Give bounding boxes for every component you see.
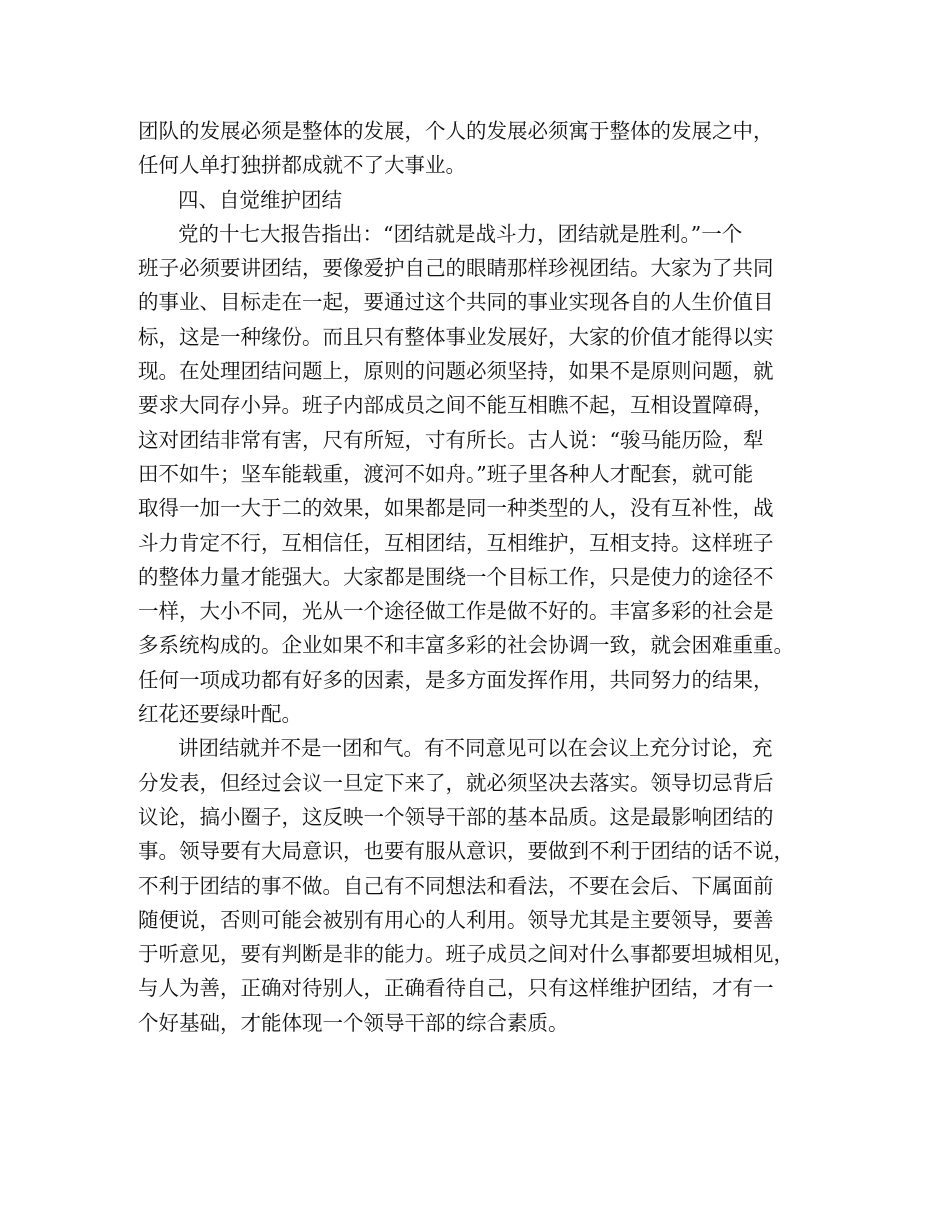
text-line: 任何一项成功都有好多的因素，是多方面发挥作用，共同努力的结果， (138, 667, 774, 692)
text-line: 要求大同存小异。班子内部成员之间不能互相瞧不起，互相设置障碍， (138, 393, 774, 418)
paragraph-1 (138, 114, 838, 183)
text-line: 讲团结就并不是一团和气。有不同意见可以在会议上充分讨论，充 (178, 736, 773, 761)
paragraph-2 (138, 217, 838, 731)
section-heading (138, 183, 838, 217)
text-line: 多系统构成的。企业如果不和丰富多彩的社会协调一致，就会困难重重。 (138, 633, 794, 658)
text-line: 取得一加一大于二的效果，如果都是同一种类型的人，没有互补性，战 (138, 496, 774, 521)
text-line: 党的十七大报告指出：“团结就是战斗力，团结就是胜利。”一个 (178, 221, 743, 246)
text-line: 不利于团结的事不做。自己有不同想法和看法，不要在会后、下属面前 (138, 873, 774, 898)
text-line: 团队的发展必须是整体的发展，个人的发展必须寓于整体的发展之中， (138, 119, 774, 143)
document-body (138, 114, 838, 1040)
text-line: 标，这是一种缘份。而且只有整体事业发展好，大家的价值才能得以实 (138, 324, 774, 349)
text-line: 一样，大小不同，光从一个途径做工作是做不好的。丰富多彩的社会是 (138, 599, 774, 624)
text-line: 田不如牛；坚车能载重，渡河不如舟。”班子里各种人才配套，就可能 (138, 461, 754, 486)
text-line: 任何人单打独拼都成就不了大事业。 (138, 153, 466, 178)
text-line: 四、自觉维护团结 (178, 187, 342, 212)
text-line: 随便说，否则可能会被别有用心的人利用。领导尤其是主要领导，要善 (138, 907, 774, 932)
text-line: 事。领导要有大局意识，也要有服从意识，要做到不利于团结的话不说， (138, 839, 794, 864)
text-line: 的事业、目标走在一起，要通过这个共同的事业实现各自的人生价值目 (138, 290, 774, 315)
text-line: 个好基础，才能体现一个领导干部的综合素质。 (138, 1010, 569, 1035)
paragraph-3 (138, 731, 838, 1040)
text-line: 议论，搞小圈子，这反映一个领导干部的基本品质。这是最影响团结的 (138, 804, 774, 829)
text-line: 红花还要绿叶配。 (138, 702, 302, 727)
text-line: 分发表，但经过会议一旦定下来了，就必须坚决去落实。领导切忌背后 (138, 770, 774, 795)
text-line: 班子必须要讲团结，要像爱护自己的眼睛那样珍视团结。大家为了共同 (138, 256, 774, 281)
text-line: 与人为善，正确对待别人，正确看待自己，只有这样维护团结，才有一 (138, 976, 774, 1001)
text-line: 于听意见，要有判断是非的能力。班子成员之间对什么事都要坦城相见， (138, 942, 794, 967)
text-line: 现。在处理团结问题上，原则的问题必须坚持，如果不是原则问题，就 (138, 359, 774, 384)
text-line: 斗力肯定不行，互相信任，互相团结，互相维护，互相支持。这样班子 (138, 530, 774, 555)
text-line: 的整体力量才能强大。大家都是围绕一个目标工作，只是使力的途径不 (138, 564, 774, 589)
text-line: 这对团结非常有害，尺有所短，寸有所长。古人说：“骏马能历险，犁 (138, 427, 764, 452)
